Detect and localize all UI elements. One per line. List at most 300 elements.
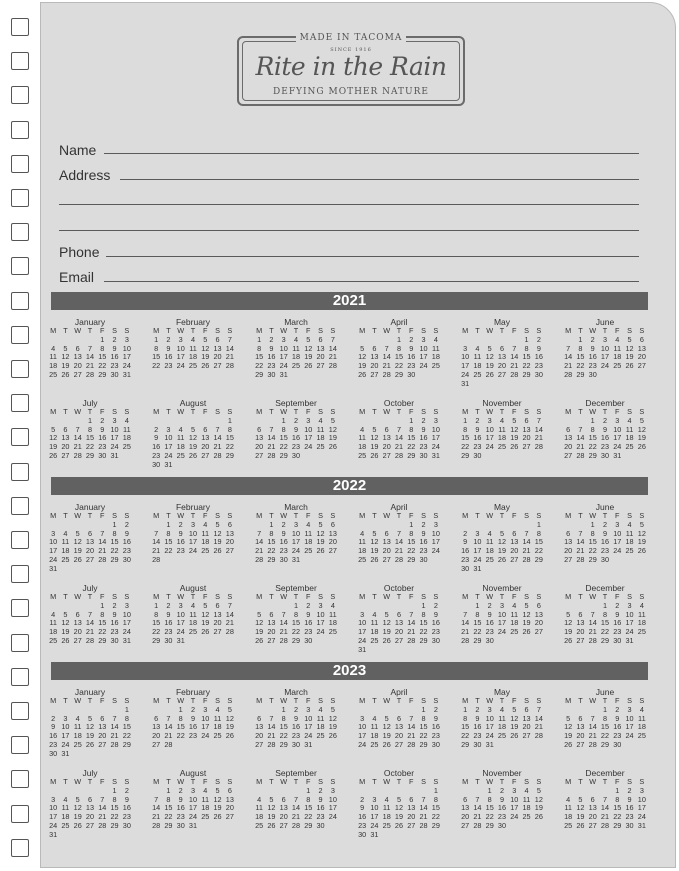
day-number: 31 — [49, 829, 58, 839]
day-number: 17 — [431, 433, 440, 443]
day-number: 26 — [522, 627, 531, 637]
day-number: 1 — [463, 415, 468, 425]
day-number: 29 — [164, 820, 173, 830]
day-number: 17 — [122, 352, 131, 362]
day-number: 11 — [255, 803, 263, 813]
day-number: 29 — [110, 554, 119, 564]
day-number: 29 — [576, 369, 585, 379]
day-number: 20 — [73, 627, 82, 637]
day-number: 10 — [485, 424, 494, 434]
day-number: 2 — [590, 334, 595, 344]
day-number: 12 — [382, 618, 391, 628]
day-number: 17 — [485, 433, 494, 443]
day-number: 29 — [225, 450, 234, 460]
day-number: 6 — [463, 794, 468, 804]
month-calendar — [150, 768, 236, 831]
weekday-label: S — [124, 511, 130, 520]
day-number: 3 — [124, 334, 129, 344]
weekday-label: T — [63, 326, 68, 335]
month-name: December — [585, 583, 625, 593]
weekday-label: S — [433, 407, 439, 416]
weekday-label: W — [486, 407, 494, 416]
day-number: 26 — [316, 546, 325, 556]
day-number: 4 — [257, 794, 262, 804]
day-number: 20 — [510, 546, 519, 556]
day-number: 13 — [522, 713, 531, 723]
day-number: 16 — [358, 812, 367, 822]
weekday-label: F — [306, 407, 311, 416]
day-number: 13 — [316, 343, 325, 353]
weekday-label: W — [589, 777, 597, 786]
address-line-1[interactable] — [120, 179, 639, 180]
day-number: 13 — [152, 722, 161, 732]
year-header: 2022 — [51, 477, 648, 495]
weekday-label: W — [177, 592, 185, 601]
day-number: 5 — [627, 334, 632, 344]
day-number: 24 — [510, 812, 519, 822]
day-number: 10 — [49, 803, 58, 813]
day-number: 6 — [269, 609, 274, 619]
day-number: 6 — [566, 528, 571, 538]
day-number: 20 — [267, 627, 276, 637]
day-number: 28 — [510, 369, 519, 379]
day-number: 2 — [499, 785, 505, 795]
day-number: 5 — [330, 415, 335, 425]
day-number: 27 — [267, 635, 276, 645]
day-number: 24 — [316, 627, 325, 637]
day-number: 19 — [188, 442, 198, 452]
month-name: January — [74, 502, 106, 512]
day-number: 1 — [269, 519, 274, 529]
weekday-label: S — [627, 326, 632, 335]
day-number: 26 — [637, 546, 646, 556]
day-number: 6 — [227, 785, 232, 795]
logo-tagline: DEFYING MOTHER NATURE — [273, 87, 429, 97]
day-number: 8 — [590, 424, 595, 434]
day-number: 14 — [225, 343, 234, 353]
day-number: 8 — [112, 528, 117, 538]
day-number: 30 — [431, 635, 440, 645]
weekday-label: W — [177, 777, 185, 786]
weekday-label: M — [256, 511, 263, 520]
day-number: 13 — [382, 433, 391, 443]
day-number: 28 — [564, 369, 573, 379]
day-number: 13 — [213, 609, 222, 619]
phone-line[interactable] — [106, 256, 639, 257]
weekday-label: S — [524, 777, 529, 786]
weekday-label: T — [499, 777, 505, 786]
day-number: 9 — [100, 424, 105, 434]
day-number: 15 — [407, 537, 416, 547]
day-number: 23 — [497, 812, 507, 822]
day-number: 21 — [394, 442, 404, 452]
weekday-label: W — [589, 326, 597, 335]
day-number: 28 — [473, 820, 482, 830]
day-number: 28 — [394, 450, 404, 460]
day-number: 12 — [358, 352, 367, 362]
day-number: 20 — [497, 361, 507, 371]
day-number: 1 — [166, 519, 171, 529]
day-number: 3 — [487, 415, 492, 425]
day-number: 5 — [215, 519, 220, 529]
day-number: 20 — [225, 537, 234, 547]
day-number: 17 — [613, 433, 622, 443]
day-number: 8 — [293, 609, 299, 619]
day-number: 22 — [164, 812, 173, 822]
weekday-label: W — [589, 696, 597, 705]
day-number: 20 — [201, 442, 210, 452]
weekday-label: S — [124, 592, 130, 601]
day-number: 31 — [110, 450, 119, 460]
weekday-label: T — [396, 777, 402, 786]
day-number: 9 — [615, 609, 620, 619]
day-number: 26 — [61, 635, 70, 645]
day-number: 23 — [431, 627, 440, 637]
day-number: 2 — [154, 424, 159, 434]
day-number: 25 — [564, 820, 573, 830]
weekday-label: F — [306, 696, 311, 705]
day-number: 22 — [164, 546, 173, 556]
weekday-label: S — [421, 511, 426, 520]
day-number: 16 — [534, 352, 543, 362]
weekday-label: W — [280, 696, 288, 705]
weekday-label: F — [100, 407, 105, 416]
day-number: 5 — [306, 334, 311, 344]
day-number: 28 — [225, 627, 234, 637]
day-number: 25 — [613, 361, 622, 371]
weekday-label: S — [524, 592, 529, 601]
day-number: 21 — [588, 731, 597, 741]
day-number: 2 — [166, 334, 171, 344]
day-number: 18 — [564, 812, 573, 822]
weekday-label: S — [215, 407, 220, 416]
day-number: 8 — [463, 424, 468, 434]
day-number: 10 — [431, 424, 440, 434]
weekday-label: S — [433, 696, 439, 705]
day-number: 25 — [637, 731, 646, 741]
day-number: 27 — [394, 635, 404, 645]
day-number: 28 — [522, 554, 531, 564]
day-number: 26 — [370, 554, 379, 564]
day-number: 27 — [407, 820, 416, 830]
month-calendar — [150, 317, 236, 371]
day-number: 1 — [463, 704, 468, 714]
weekday-label: T — [475, 592, 480, 601]
month-name: May — [493, 317, 511, 327]
day-number: 1 — [124, 704, 129, 714]
day-number: 14 — [534, 424, 543, 434]
day-number: 8 — [112, 794, 117, 804]
day-number: 21 — [291, 812, 301, 822]
day-number: 22 — [588, 546, 597, 556]
day-number: 7 — [590, 609, 595, 619]
weekday-label: W — [280, 777, 288, 786]
day-number: 23 — [534, 361, 543, 371]
day-number: 9 — [293, 424, 299, 434]
weekday-label: W — [589, 511, 597, 520]
day-number: 28 — [110, 739, 119, 749]
day-number: 18 — [510, 618, 519, 628]
day-number: 11 — [510, 609, 519, 619]
day-number: 13 — [98, 722, 107, 732]
month-name: February — [175, 502, 210, 512]
day-number: 7 — [475, 794, 480, 804]
day-number: 29 — [588, 554, 597, 564]
day-number: 12 — [534, 794, 543, 804]
name-label: Name — [59, 142, 97, 158]
day-number: 6 — [578, 609, 583, 619]
day-number: 18 — [316, 722, 325, 732]
day-number: 15 — [613, 803, 622, 813]
weekday-label: M — [50, 777, 57, 786]
day-number: 20 — [85, 546, 95, 556]
day-number: 26 — [213, 812, 222, 822]
day-number: 8 — [433, 794, 438, 804]
day-number: 24 — [461, 369, 470, 379]
day-number: 10 — [358, 722, 367, 732]
day-number: 8 — [178, 713, 183, 723]
day-number: 16 — [98, 433, 107, 443]
day-number: 16 — [152, 442, 161, 452]
day-number: 18 — [122, 433, 131, 443]
day-number: 19 — [61, 627, 70, 637]
day-number: 16 — [600, 537, 610, 547]
month-calendar — [562, 583, 648, 646]
day-number: 4 — [615, 334, 620, 344]
weekday-label: S — [112, 407, 117, 416]
weekday-label: S — [536, 511, 542, 520]
weekday-label: F — [100, 777, 105, 786]
weekday-label: S — [318, 511, 323, 520]
day-number: 14 — [510, 352, 519, 362]
day-number: 10 — [188, 794, 198, 804]
day-number: 25 — [49, 635, 58, 645]
day-number: 4 — [372, 713, 377, 723]
day-number: 14 — [588, 722, 597, 732]
day-number: 13 — [510, 537, 519, 547]
day-number: 25 — [370, 739, 379, 749]
day-number: 31 — [122, 369, 131, 379]
day-number: 7 — [512, 343, 517, 353]
day-number: 10 — [370, 803, 379, 813]
day-number: 10 — [61, 722, 70, 732]
day-number: 2 — [627, 785, 632, 795]
day-number: 16 — [419, 433, 428, 443]
weekday-label: S — [536, 407, 542, 416]
day-number: 20 — [61, 442, 70, 452]
day-number: 24 — [613, 546, 622, 556]
day-number: 6 — [536, 600, 541, 610]
month-calendar — [150, 583, 236, 646]
day-number: 19 — [370, 442, 379, 452]
day-number: 6 — [63, 424, 68, 434]
weekday-label: W — [177, 696, 185, 705]
day-number: 12 — [370, 537, 379, 547]
binder-hole — [11, 155, 29, 173]
logo-since-text: SINCE 1916 — [330, 47, 372, 53]
day-number: 14 — [291, 803, 301, 813]
day-number: 2 — [112, 600, 117, 610]
day-number: 4 — [433, 334, 438, 344]
weekday-label: T — [475, 407, 480, 416]
weekday-label: T — [578, 407, 583, 416]
day-number: 30 — [600, 554, 610, 564]
day-number: 25 — [201, 812, 210, 822]
day-number: 8 — [227, 424, 232, 434]
day-number: 15 — [522, 352, 531, 362]
day-number: 14 — [98, 803, 107, 813]
day-number: 1 — [602, 704, 608, 714]
address-line-3[interactable] — [59, 230, 639, 231]
day-number: 24 — [497, 627, 507, 637]
day-number: 24 — [176, 627, 185, 637]
day-number: 5 — [318, 519, 323, 529]
day-number: 1 — [166, 785, 171, 795]
weekday-label: W — [383, 777, 391, 786]
weekday-label: M — [462, 777, 469, 786]
day-number: 6 — [257, 713, 262, 723]
day-number: 30 — [613, 739, 622, 749]
day-number: 4 — [384, 794, 389, 804]
month-name: August — [179, 398, 207, 408]
weekday-label: F — [615, 777, 620, 786]
day-number: 23 — [98, 442, 107, 452]
day-number: 6 — [227, 519, 232, 529]
weekday-label: T — [499, 511, 505, 520]
day-number: 14 — [279, 618, 288, 628]
day-number: 10 — [49, 537, 58, 547]
weekday-label: M — [153, 407, 160, 416]
day-number: 28 — [461, 635, 470, 645]
day-number: 25 — [316, 731, 325, 741]
day-number: 13 — [225, 528, 234, 538]
day-number: 1 — [524, 334, 529, 344]
day-number: 22 — [407, 442, 416, 452]
month-name: October — [383, 768, 415, 778]
day-number: 6 — [384, 528, 389, 538]
day-number: 21 — [279, 627, 288, 637]
day-number: 10 — [485, 713, 494, 723]
day-number: 24 — [431, 442, 440, 452]
month-calendar — [562, 502, 648, 565]
day-number: 7 — [257, 528, 262, 538]
day-number: 29 — [600, 635, 610, 645]
day-number: 8 — [421, 713, 426, 723]
day-number: 11 — [304, 528, 313, 538]
day-number: 3 — [487, 704, 492, 714]
day-number: 27 — [588, 820, 597, 830]
month-name: June — [595, 317, 615, 327]
day-number: 28 — [576, 554, 585, 564]
month-name: April — [390, 317, 408, 327]
day-number: 11 — [49, 618, 57, 628]
day-number: 5 — [487, 343, 492, 353]
weekday-label: S — [124, 777, 130, 786]
day-number: 2 — [433, 600, 438, 610]
month-calendar — [459, 768, 545, 831]
day-number: 10 — [613, 424, 622, 434]
name-line[interactable] — [104, 153, 639, 154]
day-number: 22 — [267, 546, 276, 556]
day-number: 18 — [201, 537, 210, 547]
binder-hole — [11, 326, 29, 344]
day-number: 28 — [213, 450, 222, 460]
day-number: 30 — [461, 563, 470, 573]
month-name: June — [595, 687, 615, 697]
weekday-label: F — [615, 511, 620, 520]
day-number: 9 — [112, 343, 117, 353]
weekday-label: T — [578, 326, 583, 335]
day-number: 12 — [510, 424, 519, 434]
month-calendar — [356, 583, 442, 655]
day-number: 14 — [164, 722, 173, 732]
day-number: 10 — [110, 424, 119, 434]
day-number: 28 — [98, 820, 107, 830]
address-line-2[interactable] — [59, 204, 639, 205]
day-number: 17 — [304, 722, 313, 732]
day-number: 25 — [485, 554, 494, 564]
day-number: 8 — [154, 609, 159, 619]
day-number: 5 — [257, 609, 262, 619]
weekday-label: S — [639, 326, 645, 335]
day-number: 5 — [396, 794, 402, 804]
day-number: 28 — [225, 361, 234, 371]
day-number: 19 — [370, 546, 379, 556]
day-number: 21 — [564, 361, 573, 371]
email-line[interactable] — [104, 281, 639, 282]
day-number: 12 — [316, 528, 325, 538]
weekday-label: T — [578, 696, 583, 705]
day-number: 24 — [473, 554, 482, 564]
day-number: 31 — [291, 554, 301, 564]
day-number: 15 — [85, 433, 95, 443]
day-number: 27 — [85, 820, 95, 830]
day-number: 13 — [576, 722, 585, 732]
day-number: 1 — [487, 785, 492, 795]
month-name: May — [493, 502, 511, 512]
weekday-label: T — [372, 777, 377, 786]
weekday-label: S — [433, 592, 439, 601]
day-number: 3 — [421, 334, 426, 344]
day-number: 22 — [110, 546, 119, 556]
day-number: 26 — [382, 739, 391, 749]
weekday-label: S — [627, 696, 632, 705]
weekday-label: S — [318, 326, 323, 335]
day-number: 15 — [485, 803, 494, 813]
month-name: August — [179, 583, 207, 593]
weekday-label: M — [256, 777, 263, 786]
day-number: 23 — [164, 627, 173, 637]
weekday-label: S — [536, 696, 542, 705]
month-name: August — [179, 768, 207, 778]
day-number: 23 — [110, 361, 119, 371]
day-number: 19 — [267, 812, 276, 822]
day-number: 29 — [534, 554, 543, 564]
day-number: 11 — [638, 713, 646, 723]
day-number: 11 — [49, 352, 57, 362]
day-number: 4 — [215, 704, 220, 714]
day-number: 22 — [588, 442, 597, 452]
binder-hole — [11, 565, 29, 583]
day-number: 11 — [201, 794, 210, 804]
day-number: 18 — [188, 618, 198, 628]
day-number: 7 — [578, 528, 583, 538]
day-number: 6 — [215, 600, 220, 610]
day-number: 21 — [600, 812, 610, 822]
month-calendar — [459, 583, 545, 646]
day-number: 30 — [485, 635, 494, 645]
day-number: 19 — [637, 537, 646, 547]
